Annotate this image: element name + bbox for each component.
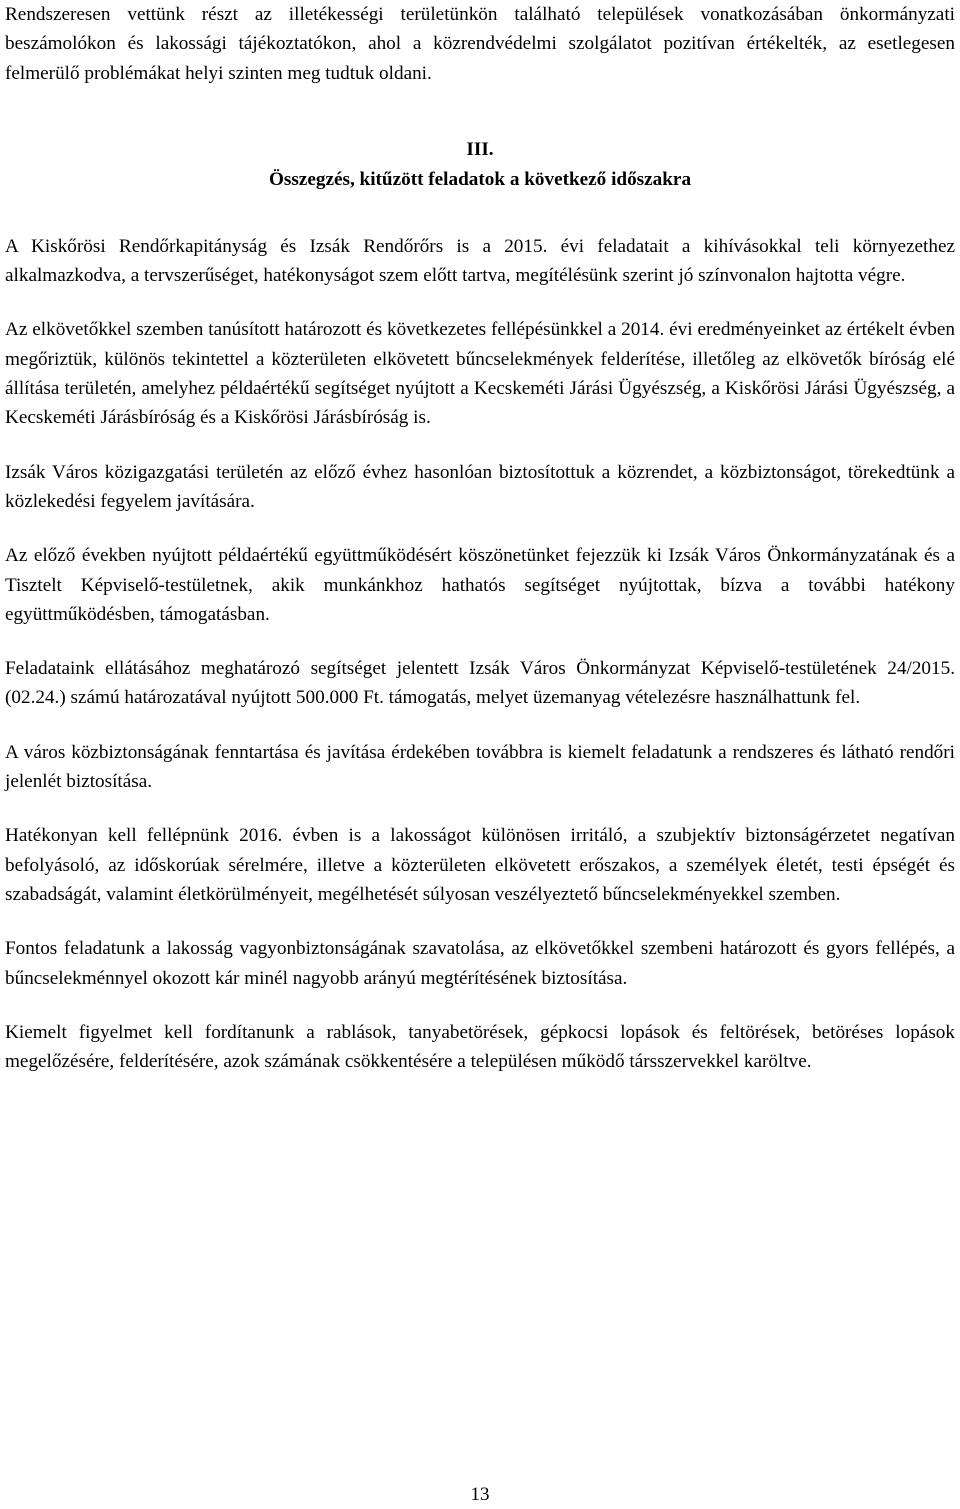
section-number: III.	[466, 138, 494, 160]
body-paragraph: Feladataink ellátásához meghatározó segítséget jelentett Izsák Város Önkormányzat Képviselő-testületének 24/2015.(02.24.) számú határozatával nyújtott 500.000 Ft. támogatás, melyet üzemanyag vételezésre használhattunk fel.	[5, 658, 955, 709]
body-paragraph: Fontos feladatunk a lakosság vagyonbiztonságának szavatolása, az elkövetőkkel szembeni határozott és gyors fellépés, a bűncselekménnyel okozott kár minél nagyobb arányú megtérítésének biztosítása.	[5, 938, 955, 989]
intro-paragraph: Rendszeresen vettünk részt az illetékességi területünkön található települések vonatkozásában önkormányzati beszámolókon és lakossági tájékoztatókon, ahol a közrendvédelmi szolgálatot pozitívan értékelték, az esetlegesen felmerülő problémákat helyi szinten meg tudtuk oldani.	[5, 4, 955, 84]
body-paragraph: Izsák Város közigazgatási területén az előző évhez hasonlóan biztosítottuk a közrendet, a közbiztonságot, törekedtünk a közlekedési fegyelem javítására.	[5, 461, 955, 512]
section-heading	[5, 135, 955, 195]
body-paragraph: Kiemelt figyelmet kell fordítanunk a rablások, tanyabetörések, gépkocsi lopások és feltörések, betöréses lopások megelőzésére, felderítésére, azok számának csökkentésére a településen működő társszervekkel karöltve.	[5, 1021, 955, 1073]
body-paragraph: Hatékonyan kell fellépnünk 2016. évben is a lakosságot különösen irritáló, a szubjektív biztonságérzetet negatívan befolyásoló, az időskorúak sérelmére, illetve a közterületen elkövetett erőszakos, a személyek életét, testi épségét és szabadságát, valamint életkörülményeit, megélhetését súlyosan veszélyeztető bűncselekményekkel szemben.	[5, 825, 955, 905]
body-paragraph: Az elkövetőkkel szemben tanúsított határozott és következetes fellépésünkkel a 2014. évi eredményeinket az értékelt évben megőriztük, különös tekintettel a közterületen elkövetett bűncselekmények felderítése, illetőleg az elkövetők bíróság elé állítása területén, amelyhez példaértékű segítséget nyújtott a Kecskeméti Járási Ügyészség, a Kiskőrösi Járási Ügyészség, a Kecskeméti Járásbíróság és a Kiskőrösi Járásbíróság is.	[5, 319, 955, 429]
document-page	[5, 0, 955, 1076]
body-paragraph: A Kiskőrösi Rendőrkapitányság és Izsák Rendőrőrs is a 2015. évi feladatait a kihívásokkal teli környezethez alkalmazkodva, a tervszerűséget, hatékonyságot szem előtt tartva, megítélésünk szerint jó színvonalon hajtotta végre.	[5, 235, 955, 287]
section-title: Összegzés, kitűzött feladatok a következő időszakra	[268, 168, 692, 190]
page-number: 13	[470, 1484, 490, 1505]
body-paragraph: A város közbiztonságának fenntartása és javítása érdekében továbbra is kiemelt feladatunk a rendszeres és látható rendőri jelenlét biztosítása.	[5, 741, 955, 793]
body-paragraph: Az előző években nyújtott példaértékű együttműködésért köszönetünket fejezzük ki Izsák Város Önkormányzatának és a Tisztelt Képviselő-testületnek, akik munkánkhoz hathatós segítséget nyújtottak, bízva a további hatékony együttműködésben, támogatásban.	[5, 545, 955, 625]
